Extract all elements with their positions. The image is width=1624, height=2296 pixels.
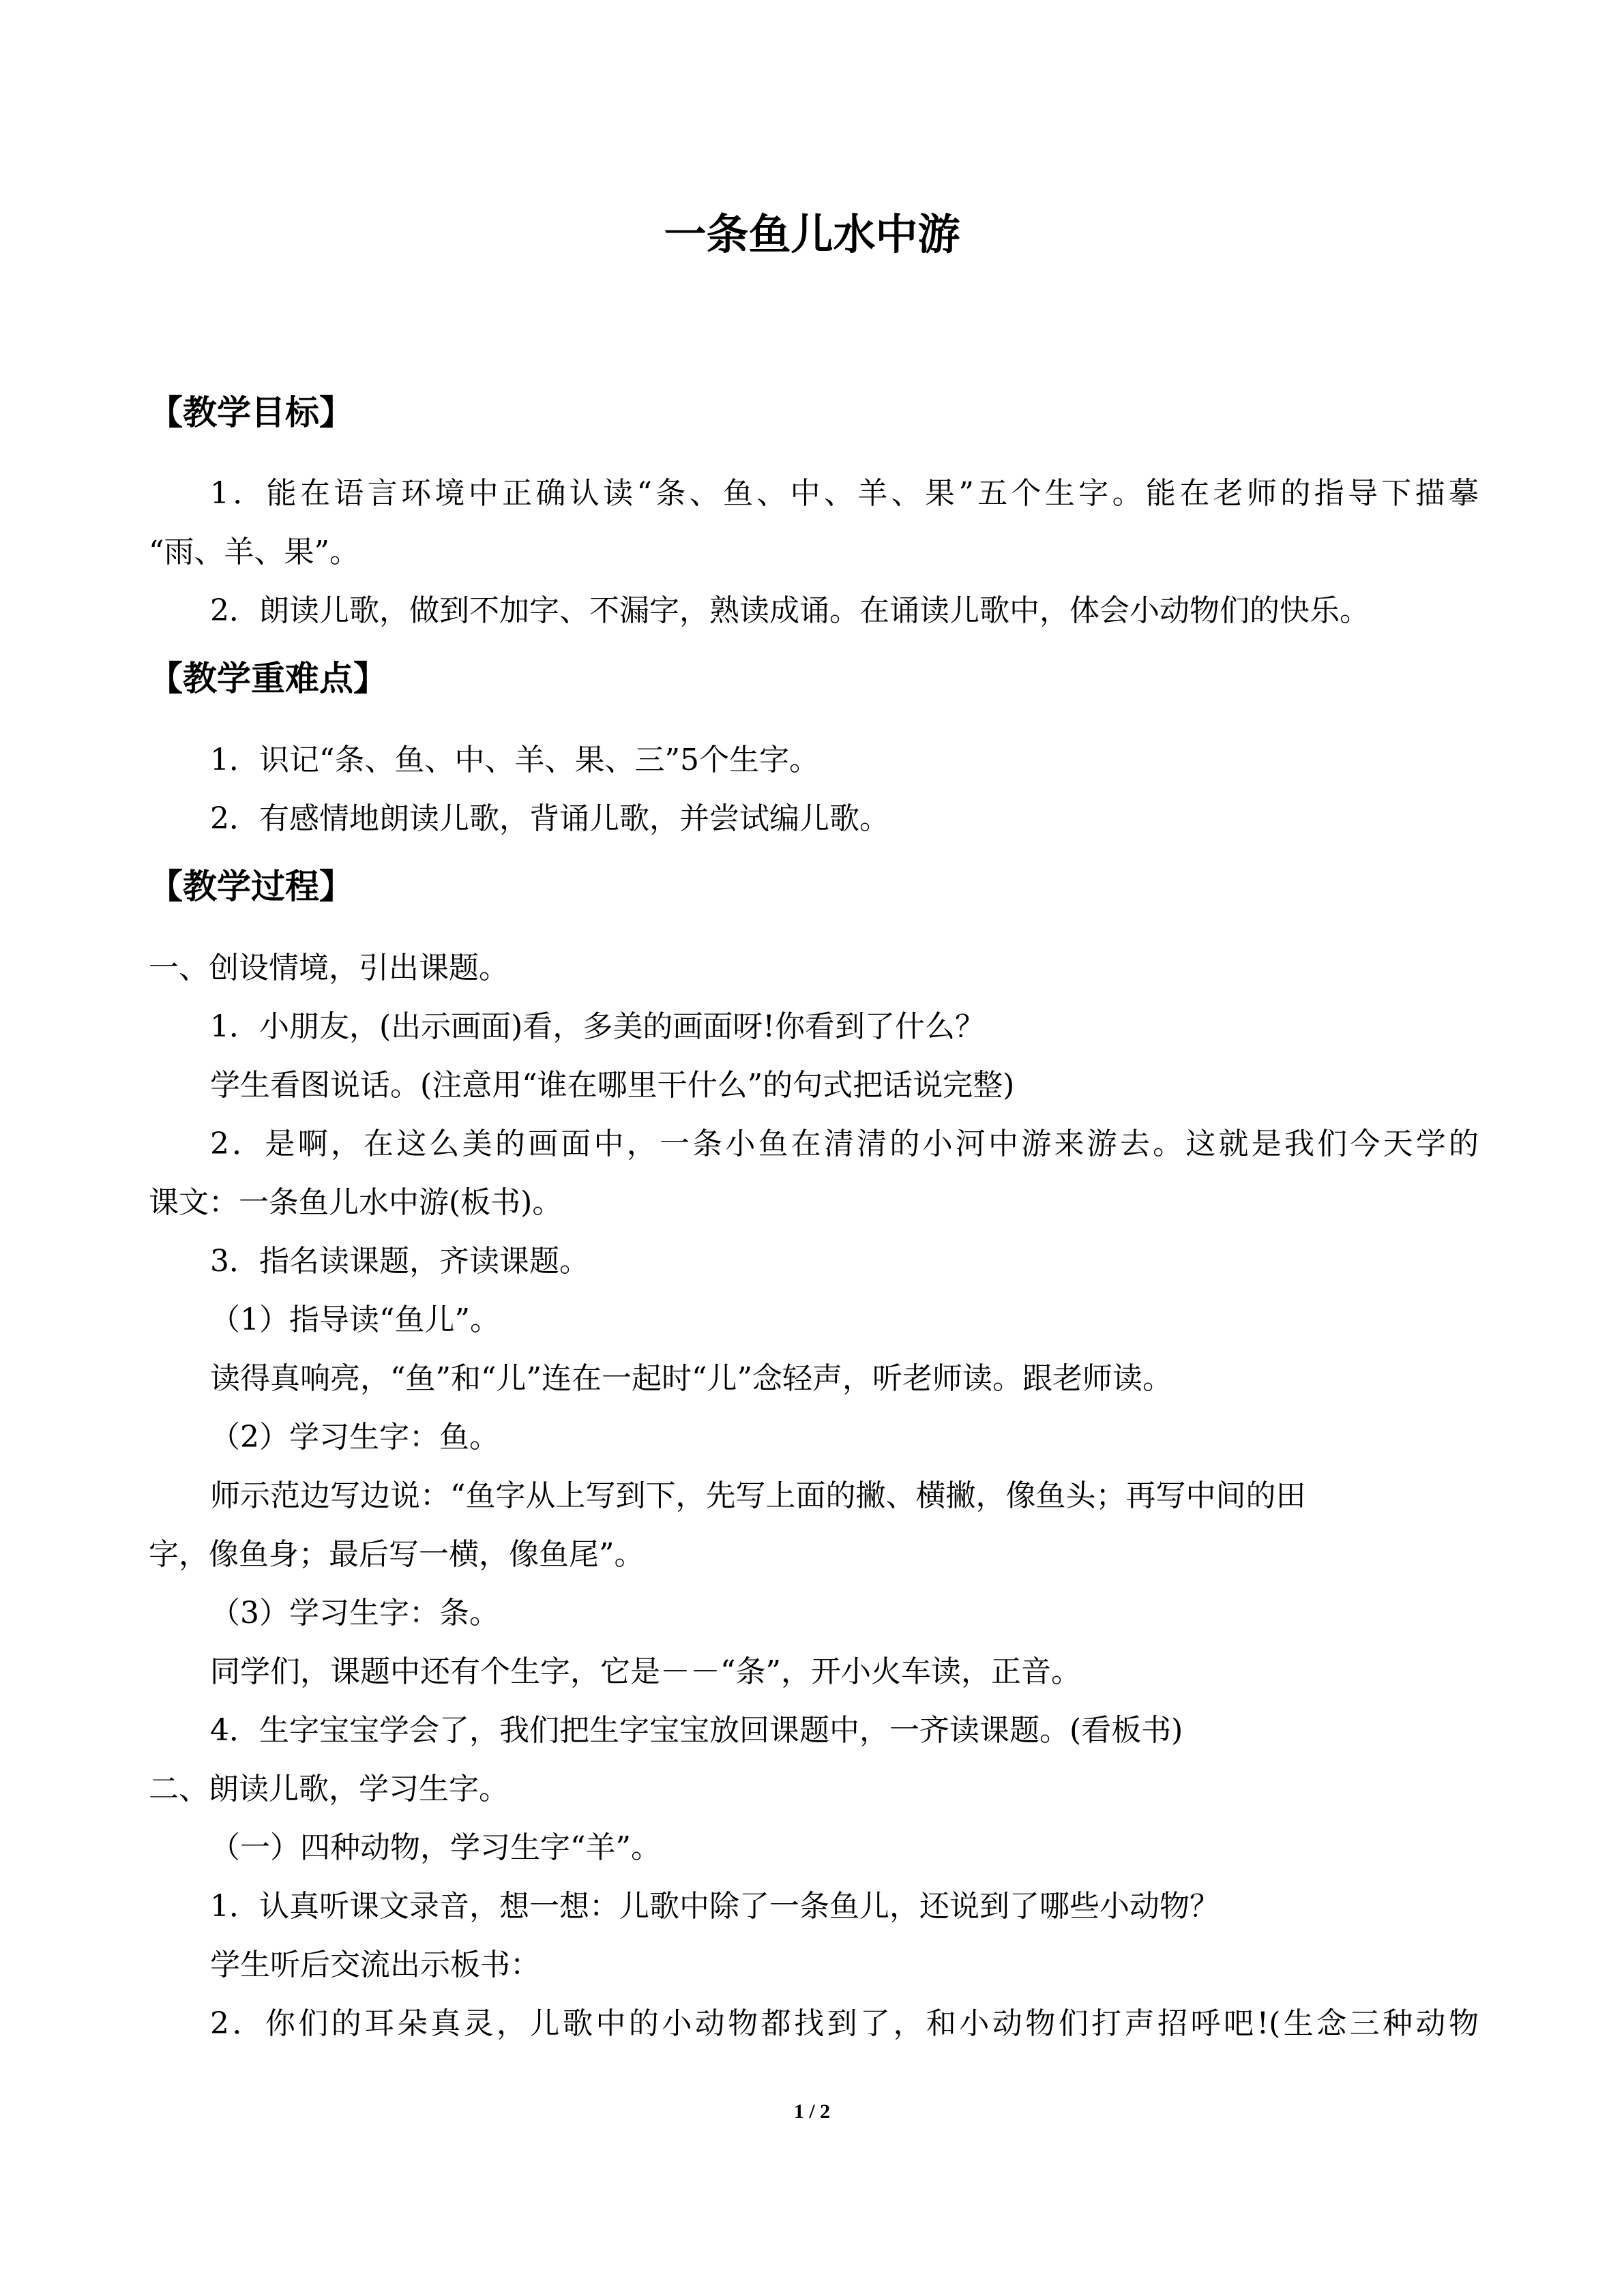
section-heading-key-points: 【教学重难点】 [149, 659, 387, 698]
document-title: 一条鱼儿水中游 [664, 209, 960, 259]
process-line: 学生听后交流出示板书： [210, 1948, 540, 1982]
page-number: 1 / 2 [793, 2100, 831, 2123]
process-line: 3．指名读课题，齐读课题。 [210, 1244, 589, 1279]
goal-item-continuation: “雨、羊、果”。 [149, 535, 359, 569]
section-heading-process: 【教学过程】 [149, 867, 353, 906]
process-line: 2．你们的耳朵真灵，儿歌中的小动物都找到了，和小动物们打声招呼吧!(生念三种动物 [210, 2006, 1479, 2041]
process-line: （3）学习生字：条。 [210, 1596, 499, 1630]
process-line: 读得真响亮，“鱼”和“儿”连在一起时“儿”念轻声，听老师读。跟老师读。 [210, 1361, 1172, 1396]
goal-item: 2．朗读儿歌，做到不加字、不漏字，熟读成诵。在诵读儿歌中，体会小动物们的快乐。 [210, 593, 1370, 628]
key-point-item: 2．有感情地朗读儿歌，背诵儿歌，并尝试编儿歌。 [210, 801, 889, 836]
process-step-heading: 二、朗读儿歌，学习生字。 [149, 1772, 509, 1806]
process-line: （一）四种动物，学习生字“羊”。 [210, 1830, 661, 1865]
process-step-heading: 一、创设情境，引出课题。 [149, 951, 509, 985]
section-heading-goals: 【教学目标】 [149, 393, 353, 432]
process-line: （1）指导读“鱼儿”。 [210, 1302, 500, 1337]
process-line-continuation: 课文：一条鱼儿水中游(板书)。 [149, 1185, 563, 1220]
process-line: 同学们，课题中还有个生字，它是－－“条”，开小火车读，正音。 [210, 1654, 1081, 1689]
goal-item: 1．能在语言环境中正确认读“条、鱼、中、羊、果”五个生字。能在老师的指导下描摹 [210, 476, 1479, 511]
process-line: 师示范边写边说：“鱼字从上写到下，先写上面的撇、横撇，像鱼头；再写中间的田 [210, 1478, 1306, 1513]
key-point-item: 1．识记“条、鱼、中、羊、果、三”5个生字。 [210, 743, 819, 777]
process-line-continuation: 字，像鱼身；最后写一横，像鱼尾”。 [149, 1537, 645, 1572]
process-line: 学生看图说话。(注意用“谁在哪里干什么”的句式把话说完整) [210, 1068, 1015, 1103]
process-line: 4．生字宝宝学会了，我们把生字宝宝放回课题中，一齐读课题。(看板书) [210, 1713, 1183, 1748]
process-line: 1．认真听课文录音，想一想：儿歌中除了一条鱼儿，还说到了哪些小动物？ [210, 1889, 1220, 1924]
process-line: 1．小朋友，(出示画面)看，多美的画面呀!你看到了什么？ [210, 1009, 986, 1044]
process-line: （2）学习生字：鱼。 [210, 1420, 499, 1455]
process-line: 2．是啊，在这么美的画面中，一条小鱼在清清的小河中游来游去。这就是我们今天学的 [210, 1127, 1479, 1161]
